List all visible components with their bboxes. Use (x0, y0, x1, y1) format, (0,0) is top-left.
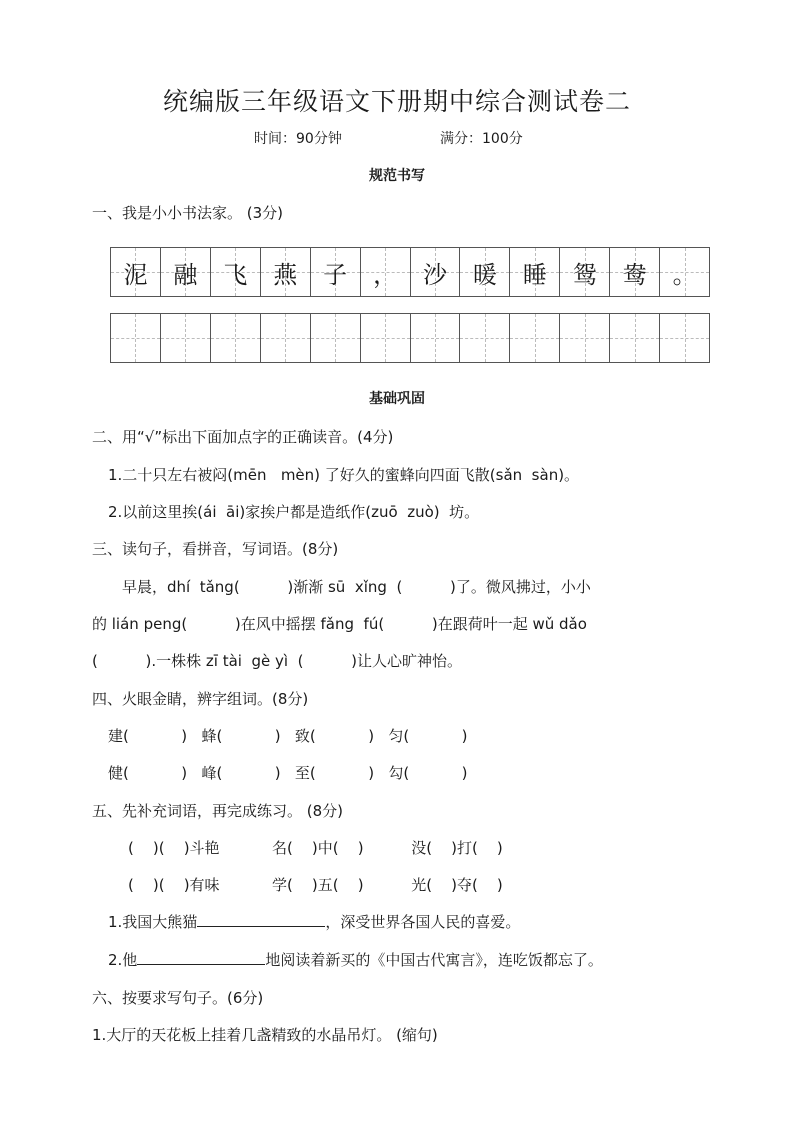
writing-cell[interactable] (111, 314, 161, 362)
writing-cell[interactable] (211, 314, 261, 362)
writing-cell[interactable] (261, 314, 311, 362)
model-character: 飞 (211, 248, 261, 296)
question-1: 一、我是小小书法家。 (3分) (92, 204, 284, 222)
question-5-row-2: ( )( )有味 学( )五( ) 光( )夺( ) (128, 876, 503, 894)
page-title: 统编版三年级语文下册期中综合测试卷二 (162, 87, 631, 116)
model-character: 睡 (510, 248, 560, 296)
writing-cell[interactable] (361, 314, 411, 362)
question-2-item-2: 2.以前这里挨(ái āi)家挨户都是造纸作(zuō zuò) 坊。 (108, 503, 480, 521)
question-5-item-2: 2.他 地阅读着新买的《中国古代寓言》，连吃饭都忘了。 (108, 951, 603, 969)
question-4: 四、火眼金睛，辨字组词。(8分) (92, 690, 309, 708)
question-3-line-3: ( ).一株株 zī tài gè yì ( )让人心旷神怡。 (92, 652, 462, 670)
question-6-item-1: 1.大厅的天花板上挂着几盏精致的水晶吊灯。 (缩句) (92, 1026, 438, 1044)
writing-cell[interactable] (660, 314, 709, 362)
writing-cell[interactable] (560, 314, 610, 362)
model-character: 泥 (111, 248, 161, 296)
question-6: 六、按要求写句子。(6分) (92, 989, 264, 1007)
question-3-line-1: 早晨，dhí tǎng( )渐渐 sū xǐng ( )了。微风拂过，小小 (122, 578, 591, 596)
model-character: 。 (660, 248, 709, 296)
question-2-item-1: 1.二十只左右被闷(mēn mèn) 了好久的蜜蜂向四面飞散(sǎn sàn)。 (108, 466, 580, 484)
model-character: 燕 (261, 248, 311, 296)
writing-cell[interactable] (460, 314, 510, 362)
question-5-row-1: ( )( )斗艳 名( )中( ) 没( )打( ) (128, 839, 503, 857)
writing-cell[interactable] (311, 314, 361, 362)
question-5-item-1: 1.我国大熊猫 ，深受世界各国人民的喜爱。 (108, 913, 521, 931)
question-3: 三、读句子，看拼音，写词语。(8分) (92, 540, 339, 558)
writing-cell[interactable] (510, 314, 560, 362)
section-heading-basics: 基础巩固 (369, 391, 425, 407)
model-character: 鸯 (610, 248, 660, 296)
model-character: 暖 (460, 248, 510, 296)
exam-time: 时间：90分钟 (254, 131, 342, 147)
question-5: 五、先补充词语，再完成练习。 (8分) (92, 802, 344, 820)
model-character: ， (361, 248, 411, 296)
writing-practice-grid[interactable] (110, 313, 710, 363)
answer-blank[interactable] (197, 926, 325, 927)
answer-blank[interactable] (137, 964, 265, 965)
writing-cell[interactable] (411, 314, 461, 362)
model-characters-grid (110, 247, 710, 297)
exam-score: 满分：100分 (440, 131, 523, 147)
question-2: 二、用“√”标出下面加点字的正确读音。(4分) (92, 428, 394, 446)
writing-cell[interactable] (161, 314, 211, 362)
question-4-row-2: 健( ) 峰( ) 至( ) 勾( ) (108, 764, 468, 782)
question-3-line-2: 的 lián peng( )在风中摇摆 fǎng fú( )在跟荷叶一起 wǔ dǎo (92, 615, 587, 633)
section-heading-writing: 规范书写 (369, 168, 425, 184)
writing-cell[interactable] (610, 314, 660, 362)
model-character: 子 (311, 248, 361, 296)
model-character: 沙 (411, 248, 461, 296)
question-4-row-1: 建( ) 蜂( ) 致( ) 匀( ) (108, 727, 468, 745)
model-character: 鸳 (560, 248, 610, 296)
model-character: 融 (161, 248, 211, 296)
